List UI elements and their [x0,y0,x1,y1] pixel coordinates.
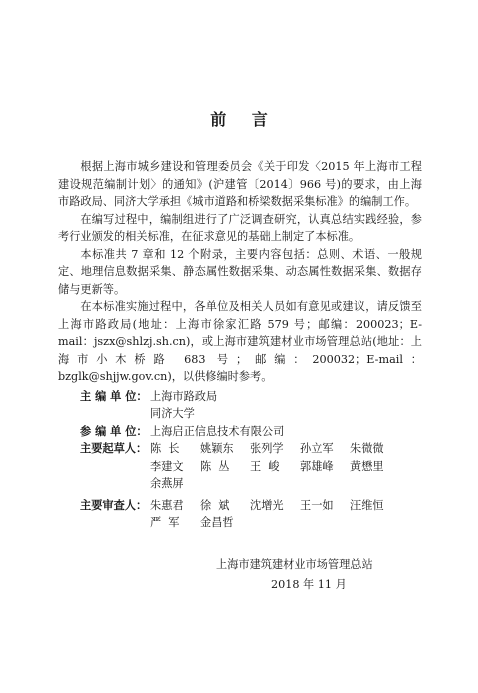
reviewer-name: 徐 斌 [200,498,230,512]
signature-date: 2018 年 11 月 [271,578,347,591]
drafter-name: 余燕屏 [150,477,184,490]
drafter-name: 姚颖东 [200,442,234,455]
drafter-name: 王 峻 [250,459,280,473]
chief-units-label: 主 编 单 位： [80,388,148,403]
drafter-name: 张列学 [250,442,284,455]
reviewer-name: 金昌哲 [200,516,234,529]
chief-units-names [150,388,422,423]
reviewer-name: 王一如 [300,498,334,512]
drafter-name: 陈 丛 [200,459,230,473]
paragraph-3: 本标准共 7 章和 12 个附录，主要内容包括：总则、术语、一般规定、地理信息数据采集、静态属性数据采集、动态属性数据采集、数据存储与更新等。 [58,247,422,296]
credits-list [58,388,422,532]
drafters-label: 主要起草人： [80,441,148,455]
paragraph-2: 在编写过程中，编制组进行了广泛调查研究，认真总结实践经验，参考行业颁发的相关标准，在征求意见的基础上制定了本标准。 [58,212,422,243]
participating-units-label: 参 编 单 位： [80,423,148,438]
reviewer-name: 汪维恒 [350,498,384,512]
chief-unit-name: 同济大学 [150,407,195,420]
participating-units-names [150,423,422,441]
participating-units-row [58,423,422,441]
paragraph-1: 根据上海市城乡建设和管理委员会《关于印发〈2015 年上海市工程建设规范编制计划〉的通知》(沪建管〔2014〕966 号)的要求，由上海市路政局、同济大学承担《城市道路和桥梁数据采集标准》的编制工作。 [58,160,422,208]
reviewers-row [58,497,422,532]
preface-body [58,158,422,532]
drafters-row [58,440,422,493]
reviewer-name: 朱惠君 [150,498,184,512]
paragraph-4: 在本标准实施过程中，各单位及相关人员如有意见或建议，请反馈至上海市路政局(地址：上海市徐家汇路 579 号；邮编：200023；E-mail：jszx@shlzj.sh.cn)，或上海市建筑建材业市场管理总站(地址：上海市小木桥路 683 号；邮编：200032；E-mail：bzglk@shjjw.gov.cn)，以供修编时参考。 [58,300,422,383]
reviewer-name: 沈增光 [250,498,284,512]
drafter-name: 朱微微 [350,442,384,455]
drafter-name: 黄懋里 [350,459,384,473]
drafter-name: 郭雄峰 [300,459,334,473]
signature-organization: 上海市建筑建材业市场管理总站 [216,558,373,571]
drafter-name: 李建文 [150,459,184,473]
page-title: 前 言 [210,110,278,129]
chief-units-row [58,388,422,423]
drafters-names [150,440,422,493]
drafter-name: 陈 长 [150,442,180,455]
chief-unit-name: 上海市路政局 [150,389,218,403]
reviewers-label: 主要审查人： [80,497,148,512]
reviewer-name: 严 军 [150,516,180,529]
participating-unit-name: 上海启正信息技术有限公司 [150,424,285,438]
drafter-name: 孙立军 [300,442,334,455]
reviewers-names [150,497,422,532]
